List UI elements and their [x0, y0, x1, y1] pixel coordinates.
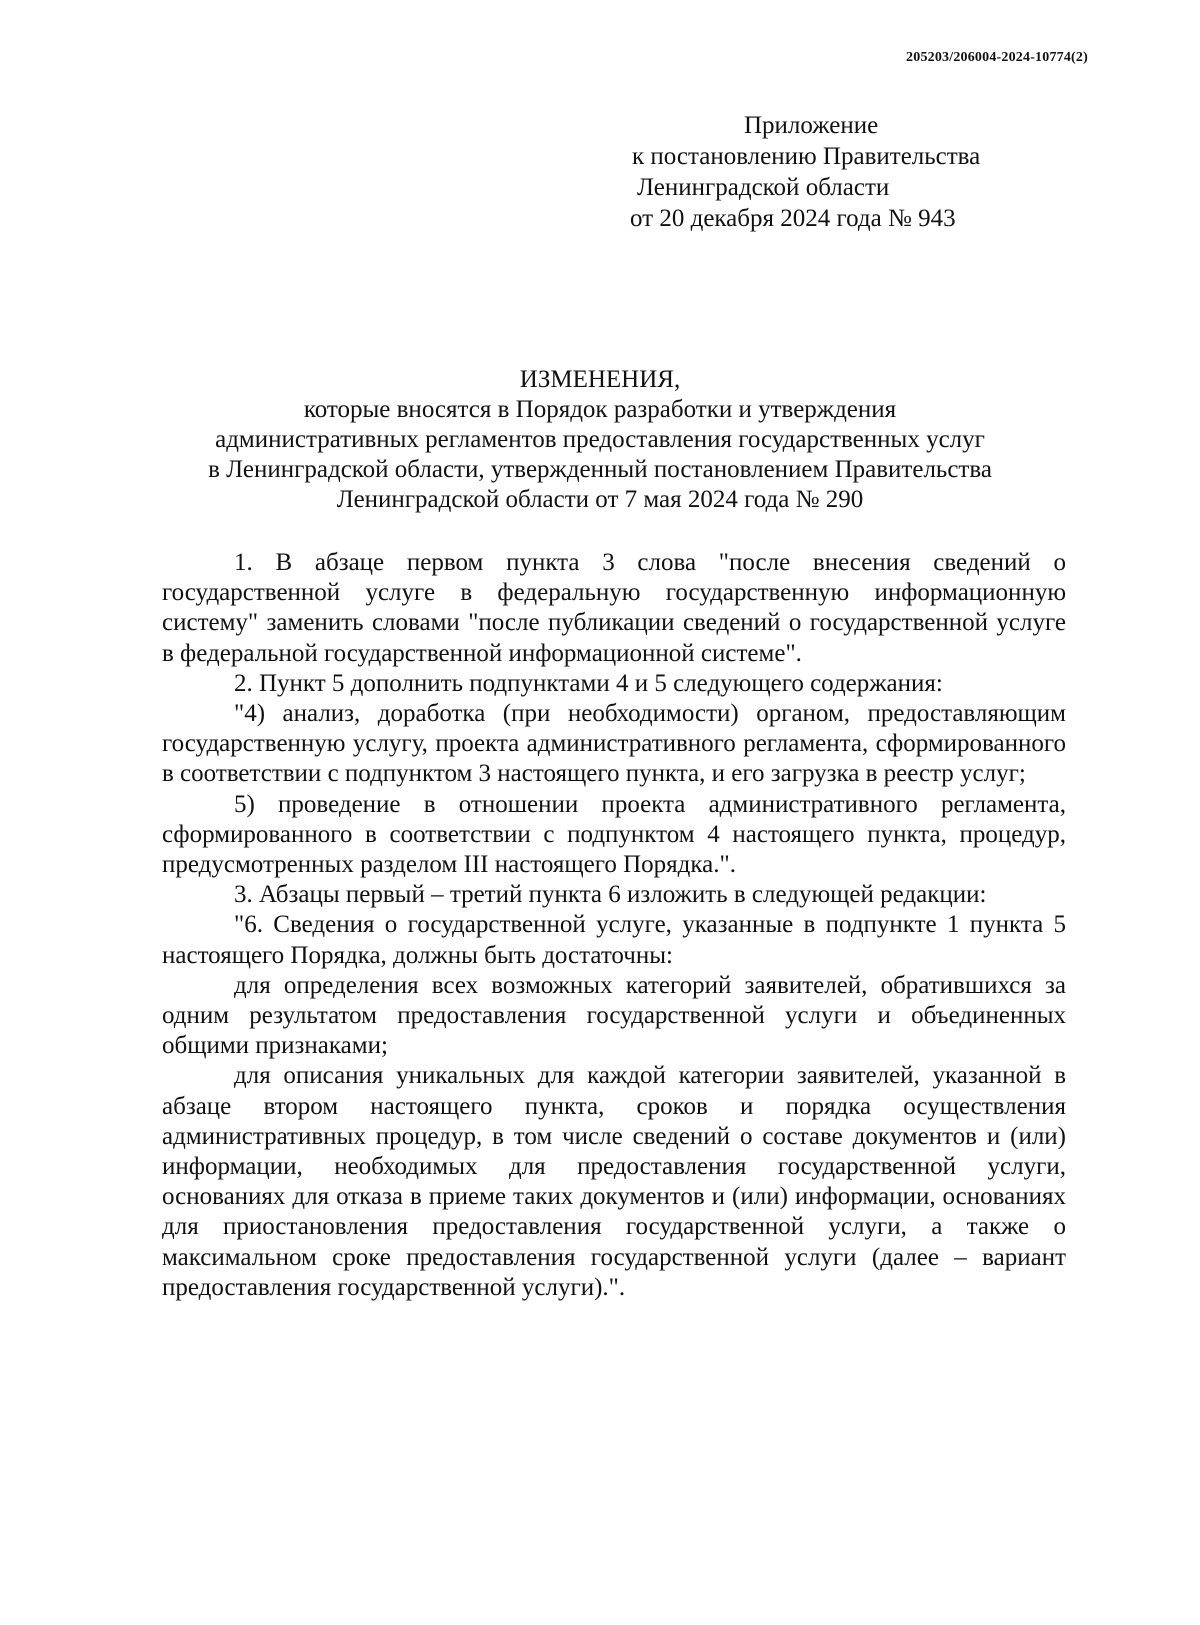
document-registration-number: 205203/206004-2024-10774(2): [906, 50, 1088, 65]
paragraph-subitem-5: 5) проведение в отношении проекта административного регламента, сформированного в соответствии с подпунктом 4 настоящего пункта, процедур, предусмотренных разделом III настоящего Порядка.".: [162, 790, 1066, 879]
title-line: Ленинградской области от 7 мая 2024 года № 290: [336, 486, 864, 513]
paragraph-item-3: 3. Абзацы первый – третий пункта 6 изложить в следующей редакции:: [234, 881, 987, 909]
appendix-header: [630, 110, 1090, 234]
document-body: [162, 548, 1066, 1303]
paragraph-point-6: "6. Сведения о государственной услуге, указанные в подпункте 1 пункта 5 настоящего Порядка, должны быть достаточны:: [162, 911, 1066, 969]
title-line: в Ленинградской области, утвержденный постановлением Правительства: [208, 456, 992, 483]
paragraph-subitem-4: "4) анализ, доработка (при необходимости) органом, предоставляющим государственную услугу, проекта административного регламента, сформированного в соответствии с подпунктом 3 настоящего пункта, и его загрузка в реестр услуг;: [162, 700, 1066, 788]
paragraph-item-1: 1. В абзаце первом пункта 3 слова "после внесения сведений о государственной услуге в федеральную государственную информационную систему" заменить словами "после публикации сведений о государственной услуге в федеральной государственной информационной системе".: [162, 549, 1066, 667]
title-line: которые вносятся в Порядок разработки и утверждения: [303, 396, 897, 423]
appendix-label: Приложение: [744, 112, 879, 139]
paragraph-item-2: 2. Пункт 5 дополнить подпунктами 4 и 5 следующего содержания:: [234, 669, 943, 697]
appendix-region: Ленинградской области: [637, 174, 890, 201]
paragraph-point-6-description: для описания уникальных для каждой категории заявителей, указанной в абзаце втором настоящего пункта, сроков и порядка осуществления административных процедур, в том числе сведений о составе документов и (или) информации, необходимых для предоставления государственной услуги, основаниях для отказа в приеме таких документов и (или) информации, основаниях для приостановления предоставления государственной услуги, а также о максимальном сроке предоставления государственной услуги (далее – вариант предоставления государственной услуги).".: [162, 1062, 1066, 1301]
document-title: [140, 365, 1060, 515]
appendix-date: от 20 декабря 2024 года № 943: [630, 205, 956, 232]
title-line: административных регламентов предоставления государственных услуг: [215, 426, 985, 453]
appendix-reference: к постановлению Правительства: [632, 143, 981, 170]
title-heading: ИЗМЕНЕНИЯ,: [519, 366, 681, 393]
paragraph-point-6-categories: для определения всех возможных категорий заявителей, обратившихся за одним результатом предоставления государственной услуги и объединенных общими признаками;: [162, 971, 1066, 1060]
